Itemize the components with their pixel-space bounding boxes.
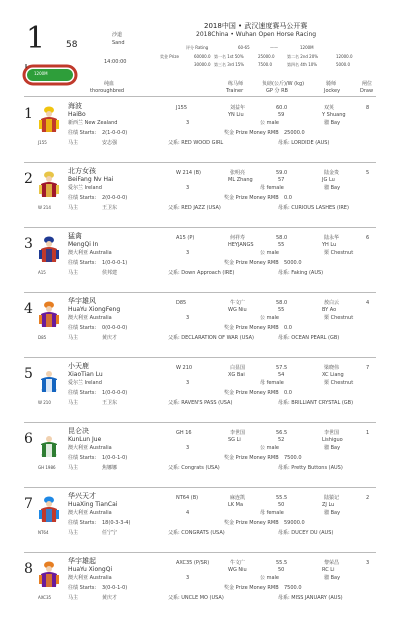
horse-gp: 50 [278, 567, 285, 573]
horse-name-en: KunLun Jue [68, 436, 102, 443]
horse-owner: 黄庆才 [102, 595, 118, 601]
horse-origin: 澳大利亚 Australia [68, 315, 112, 321]
horse-origin: 爱尔兰 Ireland [68, 185, 102, 191]
horse-prize: 0.0 [284, 390, 292, 396]
starts-label: 往绩 Starts: [68, 260, 97, 266]
horse-age: 3 [186, 315, 190, 321]
horse-draw: 6 [366, 235, 370, 241]
horse-code: GH 16 [176, 430, 192, 436]
horse-gp: 52 [278, 437, 285, 443]
horse-draw: 8 [366, 105, 370, 111]
horse-starts: 2(0-0-0-0) [102, 195, 128, 201]
horse-origin: 新西兰 New Zealand [68, 120, 118, 126]
cap-label: W 210 [38, 400, 51, 405]
pedigree-dam: 母系: Faking (AUS) [278, 270, 324, 276]
jockey-silks-icon [38, 561, 60, 591]
jockey-cn: 陆猿记 [324, 495, 340, 501]
horse-draw: 2 [366, 495, 370, 501]
jockey-en: BY Ao [322, 307, 337, 313]
prize-row-1-total: 60000.0 [194, 54, 211, 59]
race-title-en: 2018China • Wuhan Open Horse Racing [196, 31, 317, 38]
horse-prize: 25000.0 [284, 130, 305, 136]
horse-origin: 澳大利亚 Australia [68, 250, 112, 256]
pedigree-sire: 父系: RED JAZZ (USA) [168, 205, 221, 211]
jockey-silks-icon [38, 431, 60, 461]
horse-name-en: HuaYu XiongFeng [68, 306, 121, 313]
trainer-en: YN Liu [228, 112, 244, 118]
horse-gp: 57 [278, 177, 285, 183]
horse-starts: 1(0-0-0-0) [102, 390, 128, 396]
pedigree-dam: 母系: DUCEY DU (AUS) [278, 530, 334, 536]
venue-en: Sand [112, 40, 125, 46]
jockey-cn: 双英 [324, 105, 335, 111]
row-divider [24, 227, 376, 228]
race-time: 14:00:00 [104, 59, 127, 65]
row-divider [24, 162, 376, 163]
horse-color: 栗 Chestnut [324, 315, 354, 321]
horse-num: 4 [24, 301, 33, 317]
owner-label: 马主 [68, 205, 79, 211]
horse-age: 3 [186, 185, 190, 191]
trainer-cn: 麻连凯 [230, 495, 246, 501]
jockey-cn: 敖白云 [324, 300, 340, 306]
rating-dash: —— [270, 45, 278, 50]
horse-prize: 5000.0 [284, 260, 302, 266]
horse-owner: 焦娜娜 [102, 465, 118, 471]
horse-age: 3 [186, 575, 190, 581]
horse-starts: 0(0-0-0-0) [102, 325, 128, 331]
horse-color: 骝 Bay [324, 510, 341, 516]
rating-label: 评分 Rating [186, 45, 209, 50]
prize-label: 奖金 Prize Money RMB [224, 195, 279, 201]
horse-name-cn: 北方女孩 [68, 167, 96, 175]
cap-label: D85 [38, 335, 47, 340]
track-distance-label: 1200M [34, 71, 48, 76]
owner-label: 马主 [68, 465, 79, 471]
horse-owner: 侯邦建 [102, 270, 118, 276]
col-horse-cn: 纯血 [104, 81, 115, 87]
horse-rating: 57.5 [276, 365, 288, 371]
race-distance-code: 58 [66, 40, 78, 50]
horse-code: W 210 [176, 365, 193, 371]
horse-name-cn: 猛禽 [68, 232, 82, 240]
starts-label: 往绩 Starts: [68, 390, 97, 396]
trainer-cn: 牛文广 [230, 560, 246, 566]
jockey-en: JG Lu [322, 177, 335, 183]
horse-gp: 54 [278, 372, 285, 378]
horse-sex: 母 female [260, 185, 284, 191]
starts-label: 往绩 Starts: [68, 130, 97, 136]
horse-name-cn: 海波 [68, 102, 82, 110]
jockey-cn: 陆永华 [324, 235, 340, 241]
horse-num: 6 [24, 431, 33, 447]
horse-owner: 安志强 [102, 140, 118, 146]
prize-label: 奖金 Prize Money RMB [224, 585, 279, 591]
horse-color: 骝 Bay [324, 445, 341, 451]
prize-row-1-label: 奖金 Prize [160, 54, 179, 59]
horse-age: 4 [186, 510, 190, 516]
trainer-en: WG Niu [228, 567, 247, 573]
starts-label: 往绩 Starts: [68, 195, 97, 201]
pedigree-sire: 父系: RED WOOD GIRL [168, 140, 224, 146]
prize-row-2-third: 7500.0 [258, 62, 272, 67]
horse-code: NT64 (B) [176, 495, 199, 501]
trainer-cn: 刘益年 [230, 105, 246, 111]
horse-name-en: MengQi In [68, 241, 99, 248]
prize-row-2-fourth-label: 第四名 4th 10% [287, 62, 318, 67]
horse-age: 3 [186, 380, 190, 386]
jockey-cn: 李世国 [324, 430, 340, 436]
horse-gp: 55 [278, 307, 285, 313]
owner-label: 马主 [68, 335, 79, 341]
cap-label: AXC35 [38, 595, 52, 600]
horse-origin: 澳大利亚 Australia [68, 510, 112, 516]
prize-row-1-first-label: 第一名 1st 50% [214, 54, 244, 59]
row-divider [24, 487, 376, 488]
horse-rating: 58.0 [276, 300, 288, 306]
horse-sex: 公 male [260, 445, 279, 451]
pedigree-sire: 父系: Congrats (USA) [168, 465, 220, 471]
cap-label: J155 [38, 140, 47, 145]
pedigree-sire: 父系: RAVEN'S PASS (USA) [168, 400, 233, 406]
track-diagram [22, 64, 78, 86]
row-divider [24, 292, 376, 293]
horse-draw: 1 [366, 430, 370, 436]
pedigree-dam: 母系: CURIOUS LASHES (IRE) [278, 205, 349, 211]
horse-starts: 1(0-0-1-0) [102, 455, 128, 461]
owner-label: 马主 [68, 400, 79, 406]
horse-gp: 59 [278, 112, 285, 118]
prize-row-2-total: 30000.0 [194, 62, 211, 67]
horse-name-en: HaiBo [68, 111, 86, 118]
owner-label: 马主 [68, 270, 79, 276]
horse-num: 3 [24, 236, 33, 252]
jockey-silks-icon [38, 301, 60, 331]
jockey-silks-icon [38, 106, 60, 136]
prize-row-2-fourth: 5000.0 [336, 62, 350, 67]
col-jockey-en: Jockey [324, 88, 341, 94]
starts-label: 往绩 Starts: [68, 455, 97, 461]
horse-prize: 59000.0 [284, 520, 305, 526]
horse-draw: 4 [366, 300, 370, 306]
horse-rating: 55.5 [276, 560, 288, 566]
col-draw-cn: 闸位 [362, 81, 373, 87]
horse-color: 栗 Chestnut [324, 380, 354, 386]
pedigree-sire: 父系: DECLARATION OF WAR (USA) [168, 335, 254, 341]
jockey-en: RC Li [322, 567, 335, 573]
horse-age: 3 [186, 120, 190, 126]
horse-sex: 母 female [260, 510, 284, 516]
horse-rating: 58.0 [276, 235, 288, 241]
horse-starts: 2(1-0-0-0) [102, 130, 128, 136]
jockey-silks-icon [38, 366, 60, 396]
horse-name-cn: 华宇雄风 [68, 297, 96, 305]
owner-label: 马主 [68, 595, 79, 601]
owner-label: 马主 [68, 140, 79, 146]
trainer-en: LK Ma [228, 502, 244, 508]
jockey-en: Lishiguo [322, 437, 343, 443]
jockey-silks-icon [38, 496, 60, 526]
owner-label: 马主 [68, 530, 79, 536]
horse-age: 3 [186, 445, 190, 451]
horse-color: 骝 Bay [324, 575, 341, 581]
horse-owner: 王卫东 [102, 205, 118, 211]
horse-gp: 55 [278, 242, 285, 248]
trainer-cn: 何祥寿 [230, 235, 246, 241]
trainer-cn: 牛文广 [230, 300, 246, 306]
row-divider [24, 357, 376, 358]
horse-color: 骝 Bay [324, 120, 341, 126]
row-divider [24, 422, 376, 423]
prize-row-1-first: 25000.0 [258, 54, 275, 59]
pedigree-dam: 母系: OCEAN PEARL (GB) [278, 335, 340, 341]
jockey-silks-icon [38, 171, 60, 201]
cap-label: GH 1986 [38, 465, 56, 470]
horse-code: W 214 (B) [176, 170, 201, 176]
pedigree-sire: 父系: UNCLE MO (USA) [168, 595, 224, 601]
venue-cn: 沙道 [112, 32, 123, 38]
horse-starts: 3(0-0-1-0) [102, 585, 128, 591]
col-jockey-cn: 骑师 [326, 81, 337, 87]
horse-draw: 5 [366, 170, 370, 176]
horse-sex: 公 male [260, 120, 279, 126]
prize-row-1-second: 12000.0 [336, 54, 353, 59]
horse-owner: 王卫东 [102, 400, 118, 406]
jockey-cn: 梁晓伟 [324, 365, 340, 371]
row-divider [24, 552, 376, 553]
horse-num: 5 [24, 366, 33, 382]
horse-color: 骝 Bay [324, 185, 341, 191]
horse-code: A15 (P) [176, 235, 195, 241]
col-weight-cn: 负磅(公斤)/W (kg) [262, 81, 305, 87]
horse-name-cn: 华兴天才 [68, 492, 96, 500]
horse-starts: 18(0-3-3-4) [102, 520, 131, 526]
pedigree-dam: 母系: BRILLIANT CRYSTAL (GB) [278, 400, 354, 406]
pedigree-sire: 父系: CONGRATS (USA) [168, 530, 225, 536]
pedigree-dam: 母系: MISS JANUARY (AUS) [278, 595, 343, 601]
horse-sex: 公 male [260, 250, 279, 256]
horse-owner: 黄庆才 [102, 335, 118, 341]
prize-label: 奖金 Prize Money RMB [224, 520, 279, 526]
horse-rating: 55.5 [276, 495, 288, 501]
horse-origin: 澳大利亚 Australia [68, 445, 112, 451]
jockey-en: YH Lu [322, 242, 337, 248]
jockey-cn: 陆金贵 [324, 170, 340, 176]
horse-code: AXC35 (P/SR) [176, 560, 210, 566]
horse-name-cn: 小天鹿 [68, 362, 89, 370]
horse-draw: 3 [366, 560, 370, 566]
horse-num: 1 [24, 106, 33, 122]
horse-prize: 0.0 [284, 325, 292, 331]
horse-owner: 任宁宁 [102, 530, 118, 536]
col-trainer-en: Trainer [226, 88, 244, 94]
prize-label: 奖金 Prize Money RMB [224, 260, 279, 266]
prize-row-2-third-label: 第三名 3rd 15% [214, 62, 245, 67]
horse-origin: 澳大利亚 Australia [68, 575, 112, 581]
horse-name-cn: 昆仑决 [68, 427, 89, 435]
pedigree-dam: 母系: LORDIDE (AUS) [278, 140, 330, 146]
race-number: 1 [26, 21, 46, 56]
horse-num: 8 [24, 561, 33, 577]
horse-rating: 60.0 [276, 105, 288, 111]
prize-label: 奖金 Prize Money RMB [224, 390, 279, 396]
trainer-cn: 李世国 [230, 430, 246, 436]
cap-label: W 214 [38, 205, 51, 210]
race-title-cn: 2018中国 • 武汉速度赛马公开赛 [204, 22, 308, 30]
trainer-en: HEYJANGS [228, 242, 254, 248]
trainer-cn: 张明亮 [230, 170, 246, 176]
jockey-en: Y Shuang [322, 112, 346, 118]
starts-label: 往绩 Starts: [68, 585, 97, 591]
horse-sex: 公 male [260, 315, 279, 321]
horse-name-cn: 华宇雄起 [68, 557, 96, 565]
trainer-en: XG Bai [228, 372, 245, 378]
col-weight-en: GP 分 RB [266, 88, 288, 94]
trainer-en: ML Zhang [228, 177, 253, 183]
horse-age: 3 [186, 250, 190, 256]
horse-prize: 7500.0 [284, 585, 302, 591]
horse-prize: 7500.0 [284, 455, 302, 461]
horse-starts: 1(0-0-0-1) [102, 260, 128, 266]
horse-prize: 0.0 [284, 195, 292, 201]
horse-name-en: BeiFang Nv Hai [68, 176, 114, 183]
horse-sex: 母 female [260, 380, 284, 386]
rating-range: 60-65 [238, 45, 250, 50]
starts-label: 往绩 Starts: [68, 325, 97, 331]
horse-code: D85 [176, 300, 187, 306]
horse-rating: 59.0 [276, 170, 288, 176]
horse-name-en: HuaXing TianCai [68, 501, 118, 508]
cap-label: NT64 [38, 530, 49, 535]
horse-num: 7 [24, 496, 33, 512]
trainer-en: WG Niu [228, 307, 247, 313]
horse-name-en: XiaoTian Lu [68, 371, 103, 378]
jockey-en: ZJ Lu [322, 502, 335, 508]
race-distance: 1200M [300, 45, 314, 50]
horse-gp: 50 [278, 502, 285, 508]
horse-draw: 7 [366, 365, 370, 371]
pedigree-dam: 母系: Pretty Buttons (AUS) [278, 465, 343, 471]
horse-num: 2 [24, 171, 33, 187]
horse-rating: 56.5 [276, 430, 288, 436]
horse-origin: 爱尔兰 Ireland [68, 380, 102, 386]
jockey-silks-icon [38, 236, 60, 266]
col-trainer-cn: 练马师 [228, 81, 244, 87]
prize-row-1-second-label: 第二名 2nd 20% [287, 54, 319, 59]
cap-label: A15 [38, 270, 46, 275]
trainer-cn: 白显国 [230, 365, 246, 371]
starts-label: 往绩 Starts: [68, 520, 97, 526]
horse-name-en: HuaYu XiongQi [68, 566, 113, 573]
pedigree-sire: 父系: Down Approach (IRE) [168, 270, 235, 276]
prize-label: 奖金 Prize Money RMB [224, 455, 279, 461]
col-draw-en: Draw [360, 88, 374, 94]
col-horse-en: thoroughbred [90, 88, 125, 94]
jockey-en: XC Liang [322, 372, 344, 378]
horse-code: J155 [176, 105, 188, 111]
header-divider [24, 96, 376, 97]
trainer-en: SG Li [228, 437, 241, 443]
jockey-cn: 黎荣昌 [324, 560, 340, 566]
prize-label: 奖金 Prize Money RMB [224, 130, 279, 136]
prize-label: 奖金 Prize Money RMB [224, 325, 279, 331]
horse-color: 栗 Chestnut [324, 250, 354, 256]
horse-sex: 公 male [260, 575, 279, 581]
